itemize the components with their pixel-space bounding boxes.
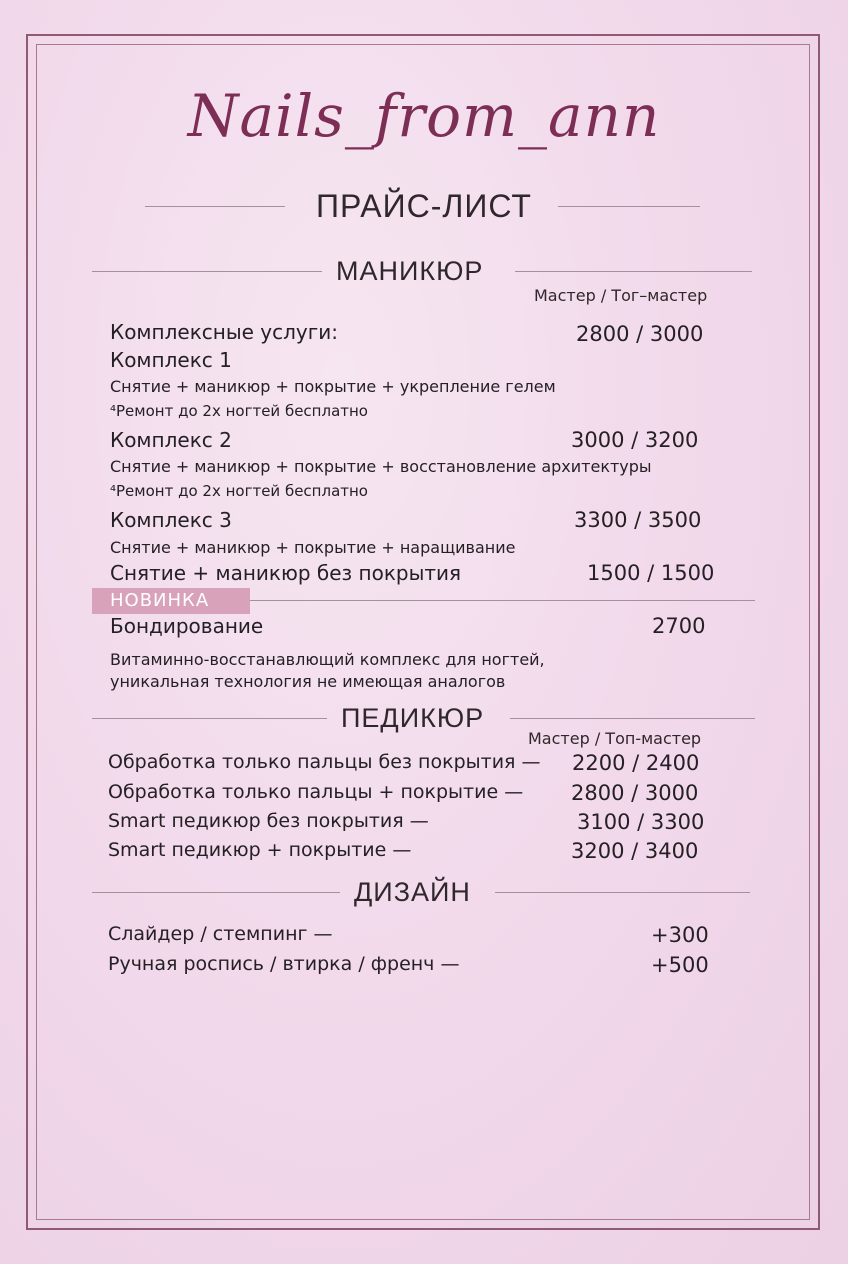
bonding-price: 2700 [652, 614, 706, 638]
title-rule-right [558, 206, 700, 207]
complex-1-note: ⁴Ремонт до 2х ногтей бесплатно [110, 402, 368, 420]
manicure-columns: Мастер / Тог–мастер [534, 286, 708, 305]
manicure-rule-right [515, 271, 752, 272]
pedicure-columns: Мастер / Топ-мастер [528, 729, 702, 748]
complex-1-desc: Снятие + маникюр + покрытие + укрепление гелем [110, 377, 556, 396]
pedicure-heading: ПЕДИКЮР [341, 703, 485, 733]
bonding-desc-line-1: Витаминно-восстанавлющий комплекс для ногтей, [110, 650, 545, 669]
pedicure-item-2-name: Обработка только пальцы + покрытие — [108, 781, 524, 803]
pedicure-rule-right [510, 718, 755, 719]
design-item-2-price: +500 [651, 953, 709, 977]
complex-1-label: Комплекс 1 [110, 348, 232, 372]
complex-services-label: Комплексные услуги: [110, 320, 338, 344]
plain-manicure-price: 1500 / 1500 [587, 561, 715, 585]
complex-services-price: 2800 / 3000 [576, 322, 704, 346]
manicure-heading: МАНИКЮР [336, 256, 484, 286]
complex-3-label: Комплекс 3 [110, 508, 232, 532]
pedicure-item-3-name: Smart педикюр без покрытия — [108, 810, 429, 832]
page-title: ПРАЙС-ЛИСТ [316, 188, 532, 224]
plain-manicure-label: Снятие + маникюр без покрытия [110, 561, 462, 585]
complex-2-price: 3000 / 3200 [571, 428, 699, 452]
pedicure-item-4-name: Smart педикюр + покрытие — [108, 839, 412, 861]
pedicure-item-2-price: 2800 / 3000 [571, 781, 699, 805]
design-item-1-name: Слайдер / стемпинг — [108, 923, 333, 945]
bonding-desc-line-2: уникальная технология не имеющая аналогов [110, 672, 506, 691]
complex-3-price: 3300 / 3500 [574, 508, 702, 532]
design-rule-left [92, 892, 340, 893]
complex-2-note: ⁴Ремонт до 2х ногтей бесплатно [110, 482, 368, 500]
complex-2-label: Комплекс 2 [110, 428, 232, 452]
manicure-rule-left [92, 271, 322, 272]
new-badge-rule [250, 600, 755, 601]
pedicure-rule-left [92, 718, 327, 719]
pedicure-item-3-price: 3100 / 3300 [577, 810, 705, 834]
complex-3-desc: Снятие + маникюр + покрытие + наращивание [110, 538, 516, 557]
pedicure-item-1-name: Обработка только пальцы без покрытия — [108, 751, 541, 773]
brand-logo: Nails_from_ann [187, 82, 661, 150]
design-item-2-name: Ручная роспись / втирка / френч — [108, 953, 460, 975]
design-rule-right [495, 892, 750, 893]
design-item-1-price: +300 [651, 923, 709, 947]
complex-2-desc: Снятие + маникюр + покрытие + восстановление архитектуры [110, 457, 652, 476]
design-heading: ДИЗАЙН [354, 877, 471, 907]
pedicure-item-1-price: 2200 / 2400 [572, 751, 700, 775]
new-badge: НОВИНКА [92, 588, 250, 614]
pedicure-item-4-price: 3200 / 3400 [571, 839, 699, 863]
bonding-label: Бондирование [110, 614, 264, 638]
